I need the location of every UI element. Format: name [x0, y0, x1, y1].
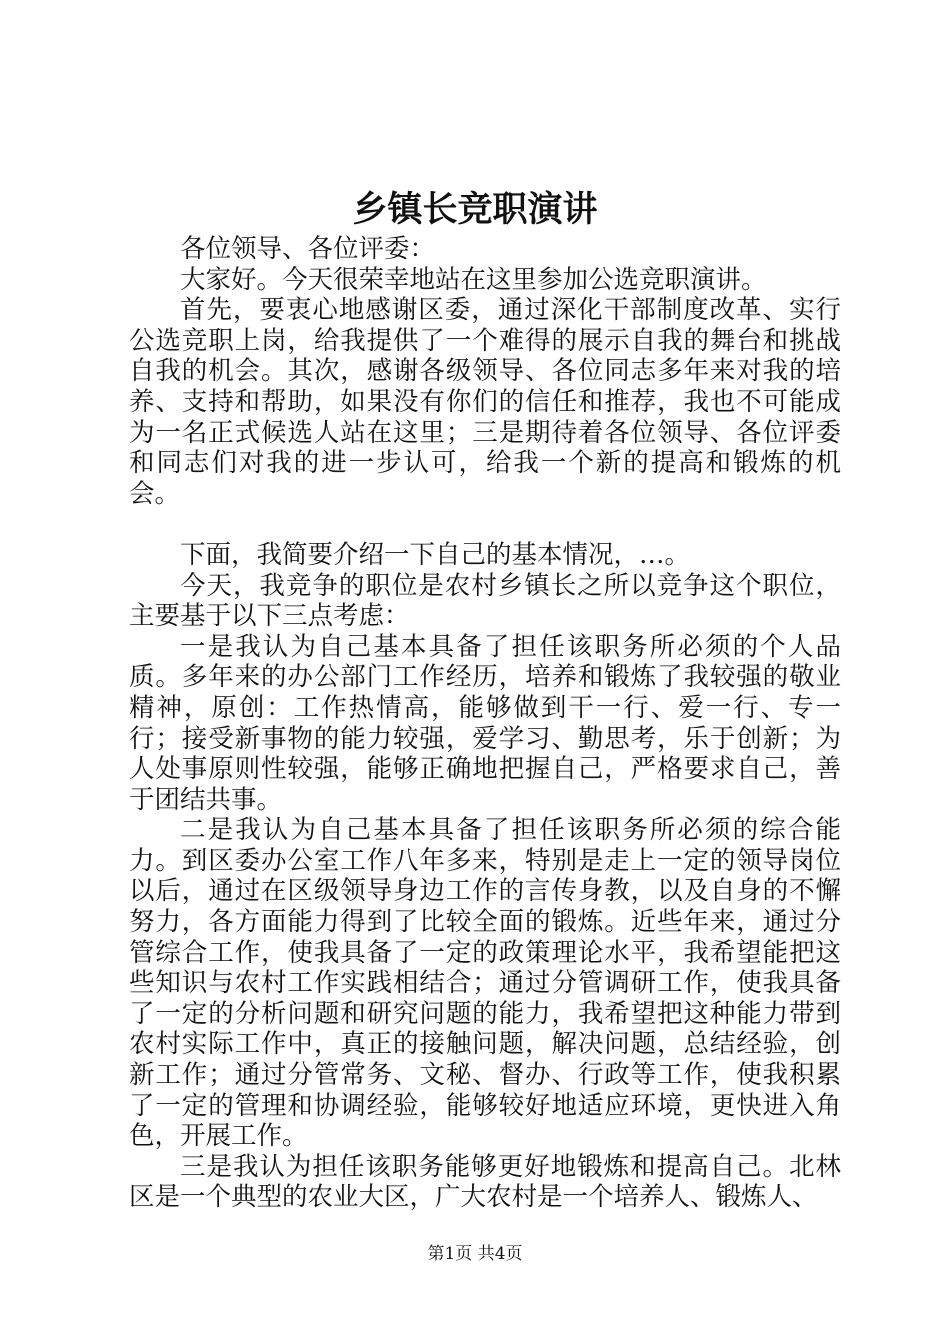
document-body — [129, 234, 841, 1213]
page-number-footer: 第1页 共4页 — [427, 1244, 523, 1264]
reason-three-paragraph: 三是我认为担任该职务能够更好地锻炼和提高自己。北林区是一个典型的农业大区，广大农村是一个培养人、锻炼人、 — [129, 1151, 841, 1213]
document-title: 乡镇长竞职演讲 — [352, 189, 598, 230]
introduction-paragraph: 下面，我简要介绍一下自己的基本情况，…。 — [180, 539, 691, 570]
position-paragraph: 今天，我竞争的职位是农村乡镇长之所以竞争这个职位，主要基于以下三点考虑： — [129, 570, 841, 632]
salutation-paragraph: 各位领导、各位评委： — [180, 234, 436, 264]
reason-two-paragraph: 二是我认为自己基本具备了担任该职务所必须的综合能力。到区委办公室工作八年多来，特别是走上一定的领导岗位以后，通过在区级领导身边工作的言传身教，以及自身的不懈努力，各方面能力得到了比较全面的锻炼。近些年来，通过分管综合工作，使我具备了一定的政策理论水平，我希望能把这些知识与农村工作实践相结合；通过分管调研工作，使我具备了一定的分析问题和研究问题的能力，我希望把这种能力带到农村实际工作中，真正的接触问题，解决问题，总结经验，创新工作；通过分管常务、文秘、督办、行政等工作，使我积累了一定的管理和协调经验，能够较好地适应环境，更快进入角色，开展工作。 — [129, 815, 841, 1152]
paragraph-gap — [129, 509, 841, 540]
greeting-paragraph: 大家好。今天很荣幸地站在这里参加公选竞职演讲。 — [180, 264, 767, 295]
thanks-paragraph: 首先，要衷心地感谢区委，通过深化干部制度改革、实行公选竞职上岗，给我提供了一个难得的展示自我的舞台和挑战自我的机会。其次，感谢各级领导、各位同志多年来对我的培养、支持和帮助，如果没有你们的信任和推荐，我也不可能成为一名正式候选人站在这里；三是期待着各位领导、各位评委和同志们对我的进一步认可，给我一个新的提高和锻炼的机会。 — [129, 295, 841, 509]
reason-one-paragraph: 一是我认为自己基本具备了担任该职务所必须的个人品质。多年来的办公部门工作经历，培养和锻炼了我较强的敬业精神，原创：工作热情高，能够做到干一行、爱一行、专一行；接受新事物的能力较强，爱学习、勤思考，乐于创新；为人处事原则性较强，能够正确地把握自己，严格要求自己，善于团结共事。 — [129, 631, 841, 815]
